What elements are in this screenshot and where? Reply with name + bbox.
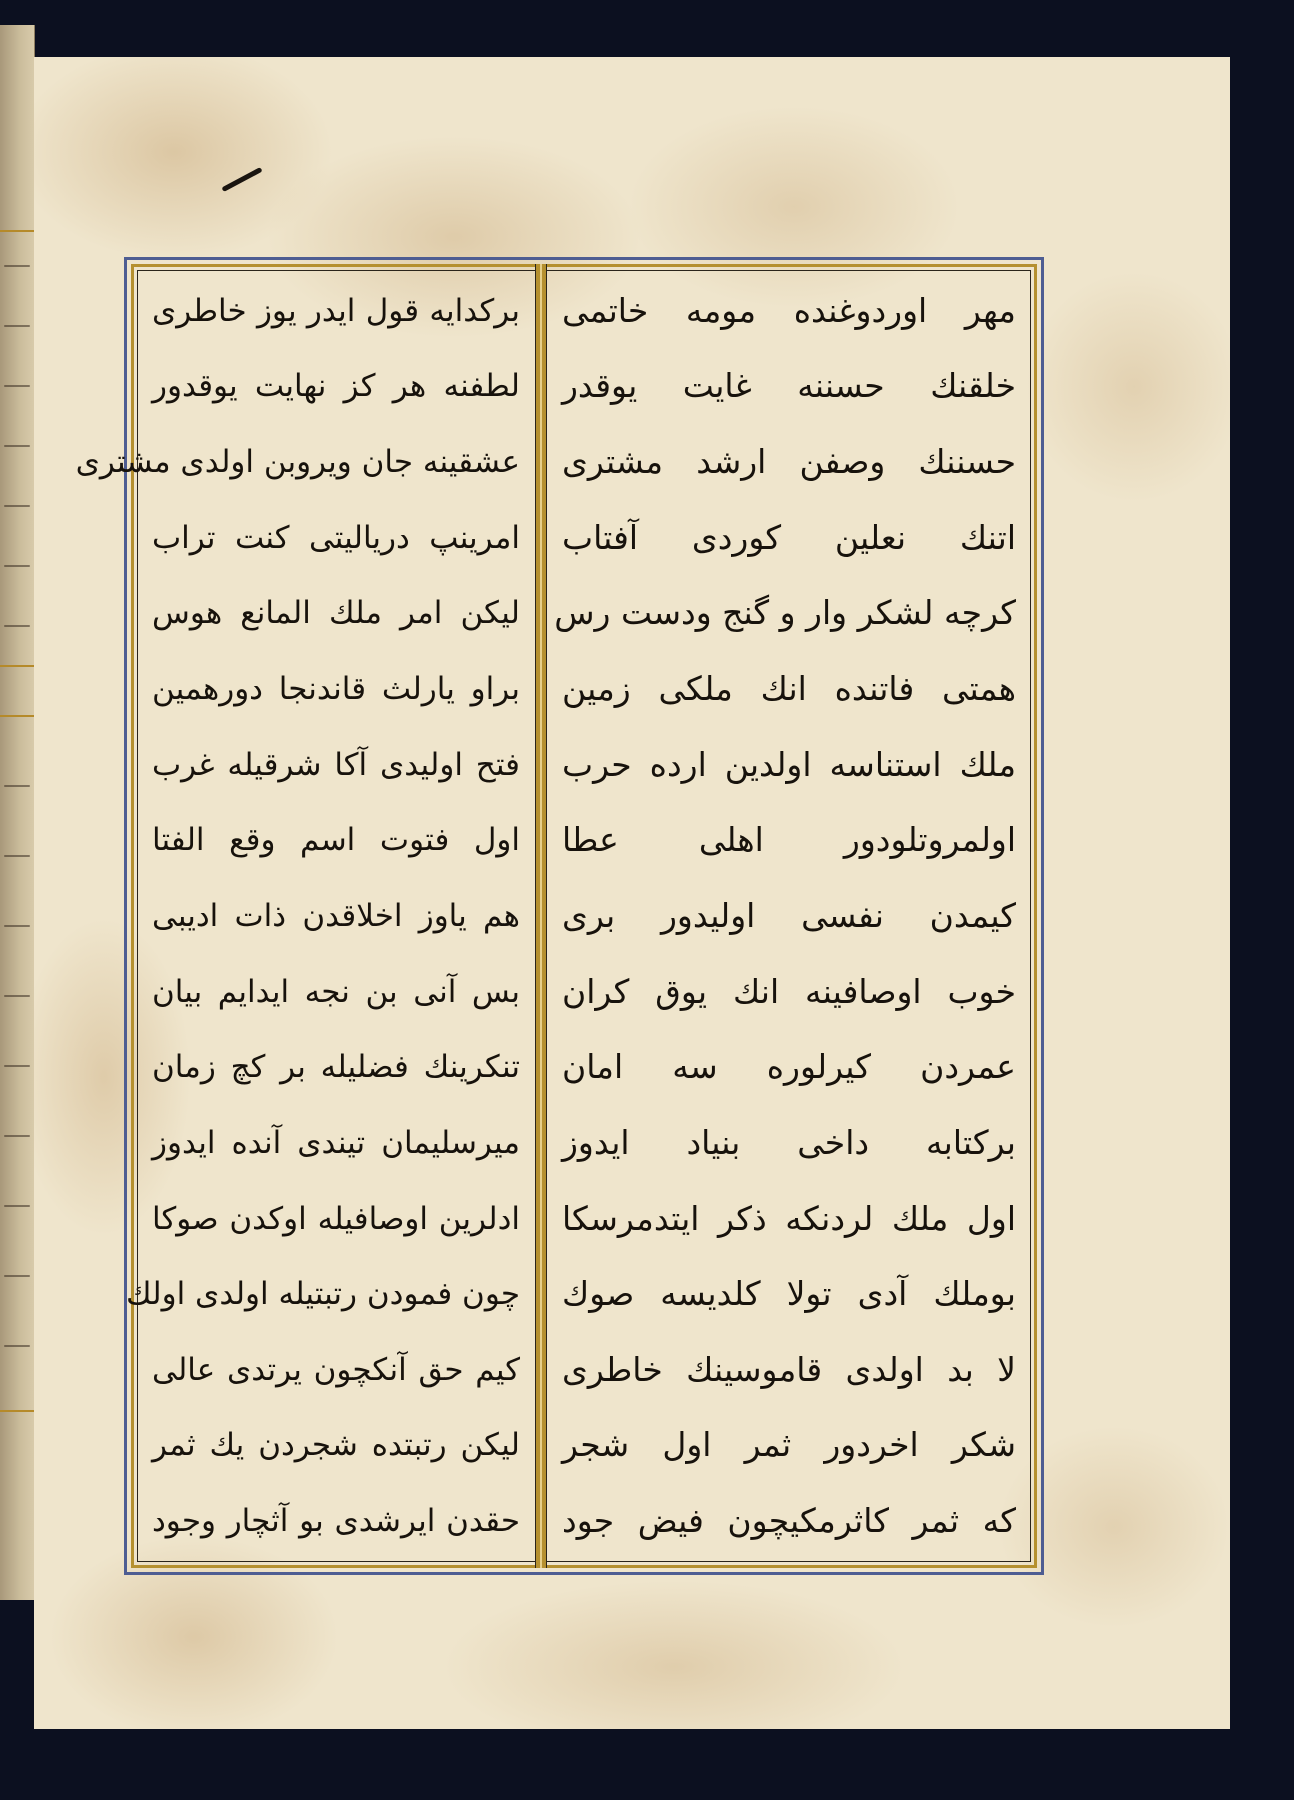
verse-line: بس آنی بن نجه ایدایم بیان <box>152 973 520 1010</box>
manuscript-folio <box>34 57 1230 1729</box>
verse-line: كه ثمر كاثرمكیچون فیض جود <box>562 1501 1016 1541</box>
verse-line: عمردن كیرلوره سه امان <box>562 1047 1016 1087</box>
verse-line: همتی فاتنده انك ملكی زمین <box>562 669 1016 709</box>
verse-line: ادلرین اوصافیله اوكدن صوكا <box>152 1200 520 1237</box>
verse-line: بركدایه قول ایدر یوز خاطری <box>152 292 520 329</box>
verse-line: اولمروتلودور اهلی عطا <box>562 820 1016 860</box>
verse-line: كیم حق آنكچون یرتدی عالی <box>152 1351 520 1388</box>
verse-line: حسننك وصفن ارشد مشتری <box>562 442 1016 482</box>
column-divider <box>535 264 547 1568</box>
right-text-column <box>552 273 1026 1559</box>
verse-line: چون فمودن رتبتیله اولدی اولك <box>126 1276 520 1313</box>
verse-line: كیمدن نفسی اولیدور بری <box>562 895 1016 935</box>
verse-line: اول ملك لردنكه ذكر ایتدمرسكا <box>562 1198 1016 1238</box>
verse-line: تنكرینك فضلیله بر كچ زمان <box>152 1049 520 1086</box>
left-text-column <box>75 273 530 1559</box>
verse-line: امرینپ دریالیتی كنت تراب <box>152 519 520 556</box>
verse-line: ملك استناسه اولدین ارده حرب <box>562 744 1016 784</box>
verse-line: بركتابه داخی بنیاد ایدوز <box>562 1122 1016 1162</box>
verse-line: فتح اولیدی آكا شرقیله غرب <box>152 746 520 783</box>
verse-line: لیكن رتبتده شجردن یك ثمر <box>152 1427 520 1464</box>
verse-line: خلقنك حسننه غایت یوقدر <box>562 366 1016 406</box>
verse-line: مهر اوردوغنده مومه خاتمی <box>562 290 1016 330</box>
verse-line: لیكن امر ملك المانع هوس <box>152 595 520 632</box>
verse-line: كرچه لشكر وار و گنج ودست رس <box>554 593 1016 633</box>
verse-line: عشقینه جان ویروبن اولدی مشتری <box>75 444 520 481</box>
adjacent-folio-edge <box>0 25 35 1600</box>
verse-line: براو یارلث قاندنجا دورهمین <box>152 671 520 708</box>
verse-line: هم یاوز اخلاقدن ذات ادیبی <box>152 897 520 934</box>
verse-line: لطفنه هر كز نهایت یوقدور <box>152 368 520 405</box>
verse-line: میرسلیمان تیندی آنده ایدوز <box>152 1124 520 1161</box>
verse-line: حقدن ایرشدی بو آثچار وجود <box>152 1503 520 1540</box>
verse-line: خوب اوصافینه انك یوق كران <box>562 971 1016 1011</box>
verse-line: اول فتوت اسم وقع الفتا <box>152 822 520 859</box>
verse-line: بوملك آدی تولا كلدیسه صوك <box>562 1274 1016 1314</box>
verse-line: شكر اخردور ثمر اول شجر <box>562 1425 1016 1465</box>
verse-line: اتنك نعلین كوردی آفتاب <box>562 517 1016 557</box>
ink-stroke-mark <box>221 167 262 192</box>
verse-line: لا بد اولدی قاموسینك خاطری <box>562 1349 1016 1389</box>
